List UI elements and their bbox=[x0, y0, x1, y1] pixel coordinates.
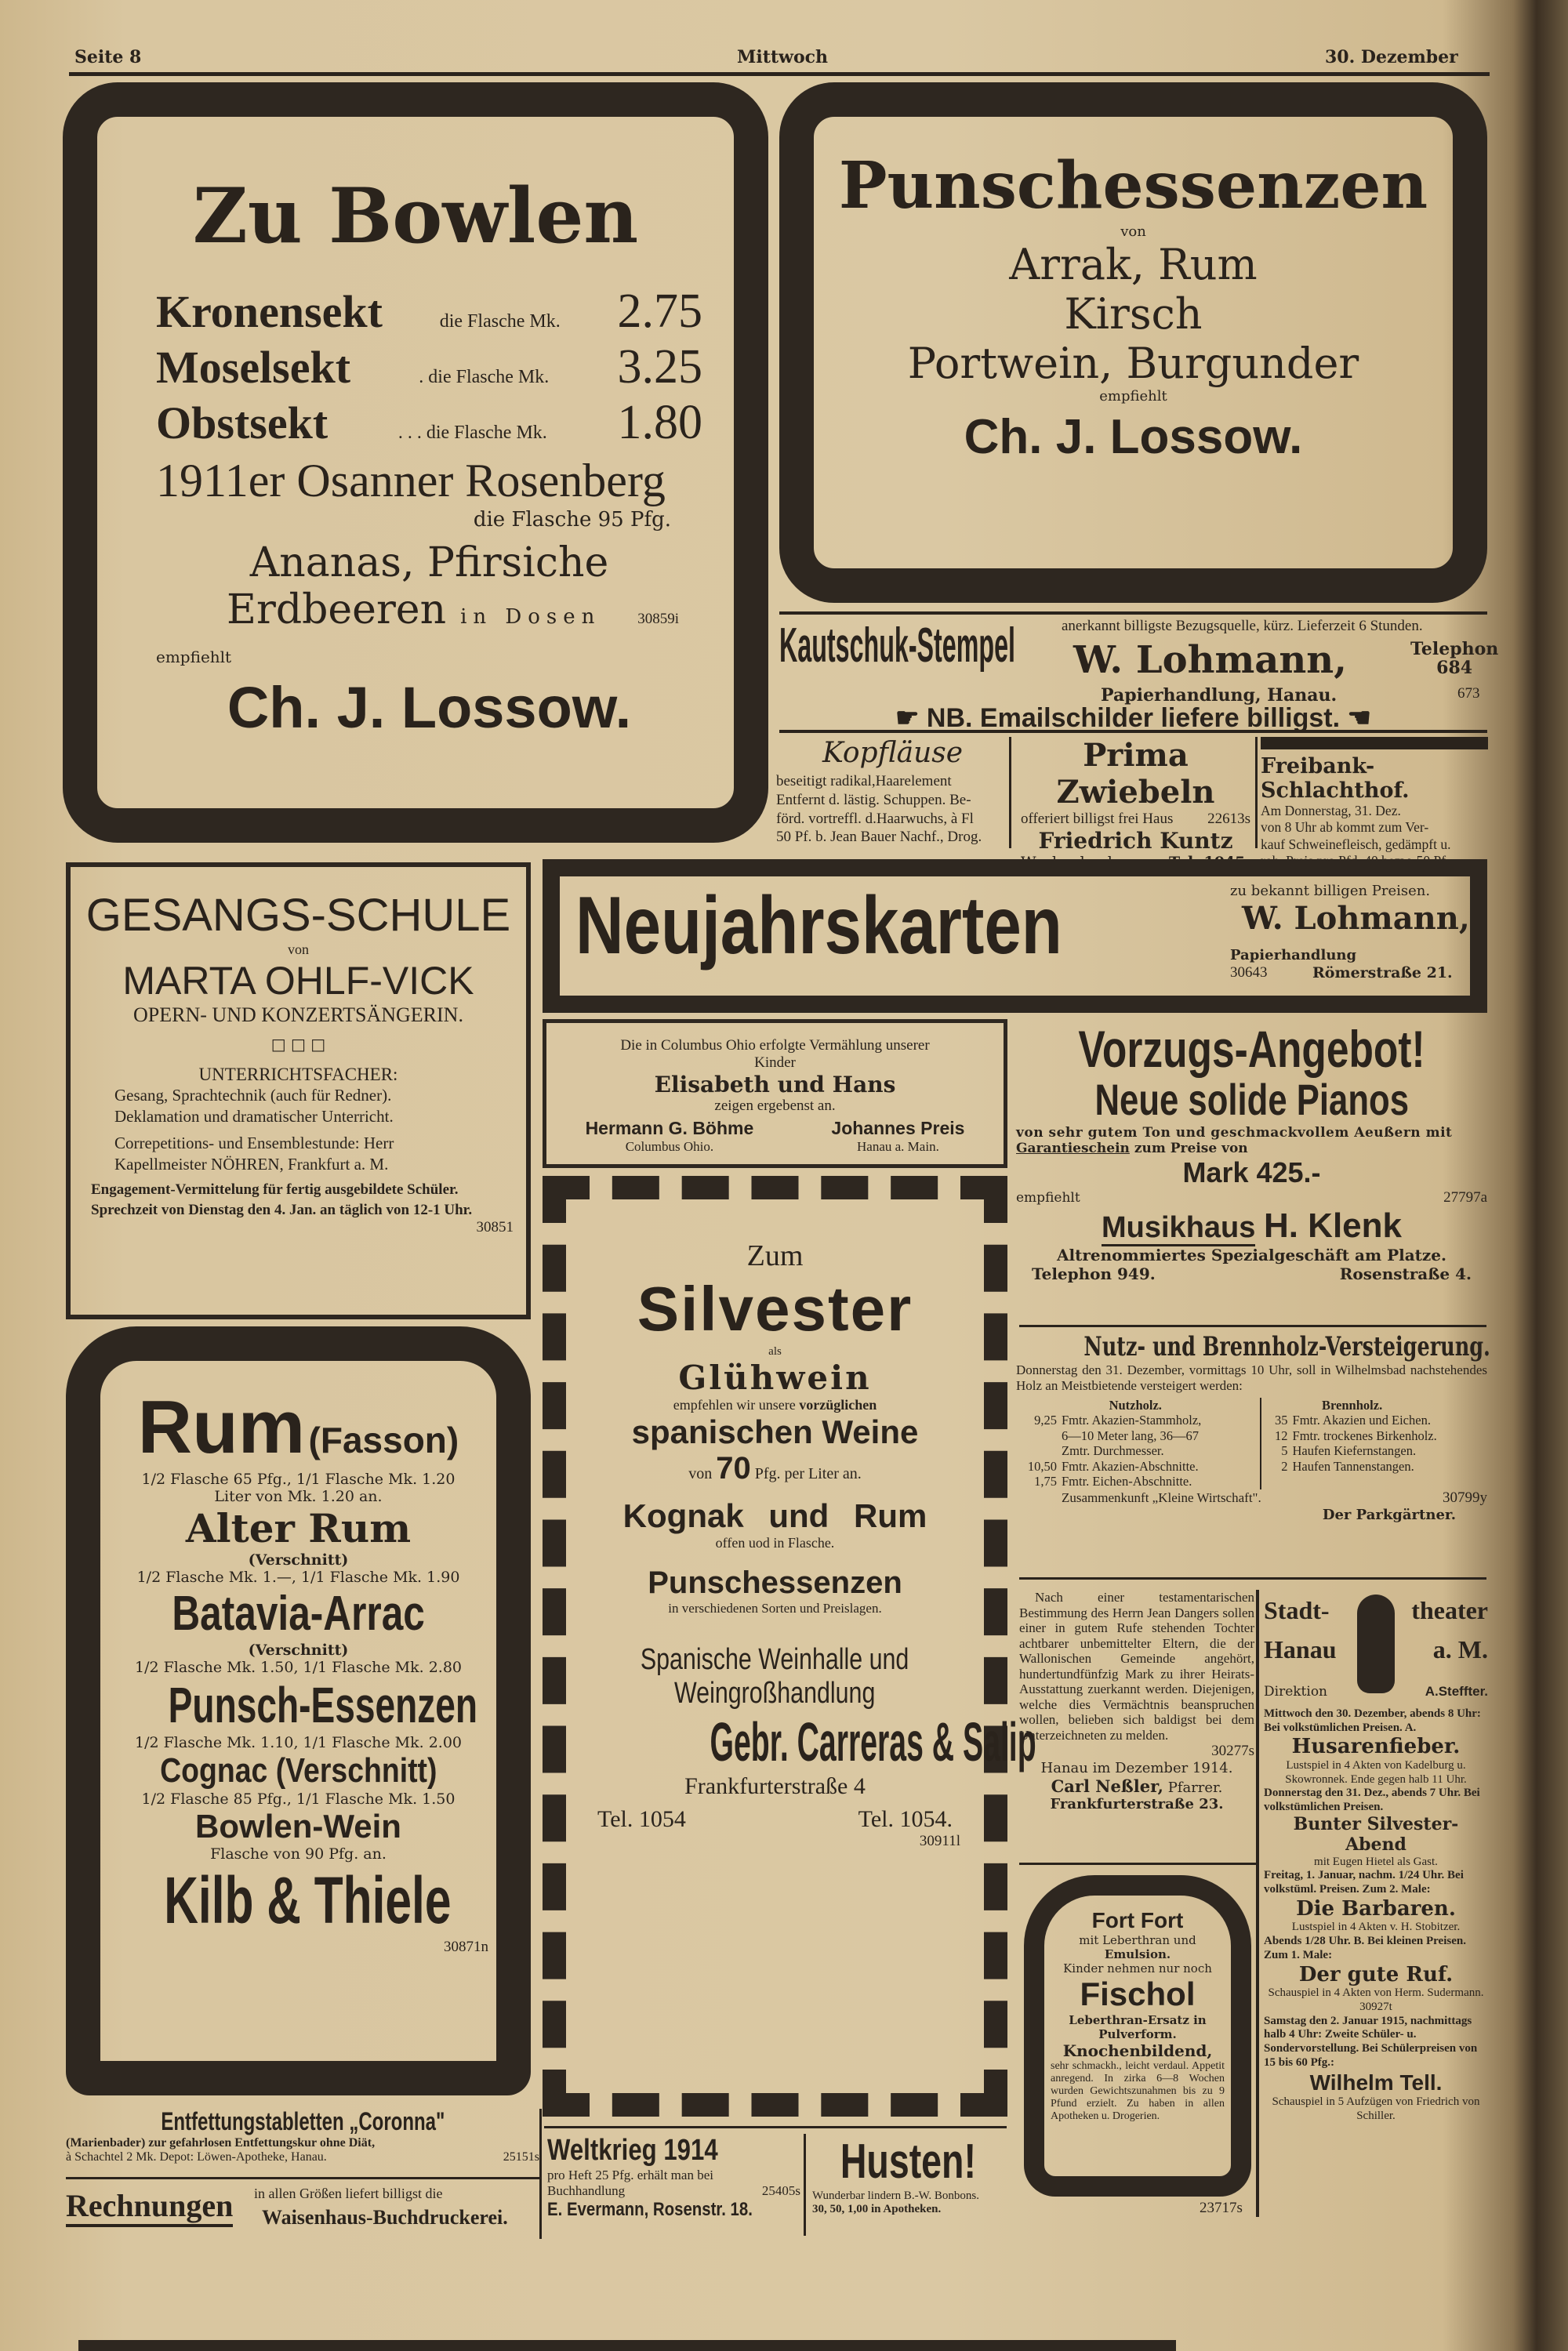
column-divider bbox=[1256, 1590, 1259, 2217]
office-hours: Sprechzeit von Dienstag den 4. Jan. an täglich von 12-1 Uhr. bbox=[91, 1202, 473, 1219]
subjects-title: UNTERRICHTSFACHER: bbox=[198, 1065, 398, 1084]
verschnitt: (Verschnitt) bbox=[248, 1551, 349, 1569]
show-info: Freitag, 1. Januar, nachm. 1/24 Uhr. Bei volkstüml. Preisen. Zum 2. Male: bbox=[1264, 1869, 1464, 1896]
line: zeigen ergebenst an. bbox=[714, 1097, 836, 1114]
ad-code: 673 bbox=[1457, 685, 1480, 702]
ad-code: 30799y bbox=[1443, 1489, 1487, 1506]
ad-freibank bbox=[1261, 737, 1488, 869]
product-bowlen-wein: Bowlen-Wein bbox=[195, 1808, 401, 1845]
item-name: Obstsekt bbox=[156, 397, 328, 448]
qty: 10,50 bbox=[1027, 1458, 1057, 1474]
qty: 1,75 bbox=[1034, 1474, 1057, 1489]
ad-neujahrskarten bbox=[543, 859, 1487, 1013]
date: 30. Dezember bbox=[1325, 47, 1458, 67]
item-unit: . die Flasche Mk. bbox=[419, 367, 550, 387]
address: Frankfurterstraße 4 bbox=[684, 1773, 866, 1799]
line: roh. Preis pro Pfd. 40 bezw. 50 Pf. bbox=[1261, 853, 1450, 869]
qty: 5 bbox=[1281, 1443, 1288, 1459]
offen: offen uod in Flasche. bbox=[715, 1535, 835, 1551]
line: 50 Pf. b. Jean Bauer Nachf., Drog. bbox=[776, 829, 982, 846]
ornament-squares-icon: □ □ □ bbox=[270, 1035, 326, 1054]
ad-title: Entfettungstabletten „Coronna" bbox=[160, 2107, 445, 2135]
ad-pianos bbox=[1016, 1019, 1487, 1321]
line: Emulsion. bbox=[1104, 1947, 1171, 1961]
line: Pulverform. bbox=[1098, 2027, 1177, 2041]
item: Haufen Kiefernstangen. bbox=[1292, 1443, 1417, 1459]
ad-weltkrieg bbox=[544, 2134, 806, 2236]
product-batavia-arrac: Batavia-Arrac bbox=[172, 1587, 425, 1641]
meeting-place: Zusammenkunft „Kleine Wirtschaft". bbox=[1062, 1489, 1261, 1505]
telephon-number: 684 bbox=[1436, 658, 1473, 679]
line: Buchhandlung bbox=[547, 2183, 626, 2198]
als: als bbox=[768, 1345, 782, 1358]
ad-code: 30277s bbox=[1211, 1743, 1254, 1760]
item: Fmtr. trockenes Birkenholz. bbox=[1292, 1428, 1437, 1443]
price-line: Liter von Mk. 1.20 an. bbox=[214, 1488, 383, 1505]
ad-title: Silvester bbox=[637, 1274, 913, 1344]
fruits-2: Erdbeeren bbox=[227, 586, 447, 633]
notice-testament bbox=[1019, 1590, 1254, 1856]
ad-code: 30643 bbox=[1230, 964, 1268, 981]
firm-name: Kilb & Thiele bbox=[164, 1863, 452, 1937]
tagline: zu bekannt billigen Preisen. bbox=[1230, 883, 1431, 899]
line: Die in Columbus Ohio erfolgte Vermählung unserer bbox=[620, 1037, 930, 1054]
director-name: A.Steffter. bbox=[1425, 1684, 1488, 1699]
line: Am Donnerstag, 31. Dez. bbox=[1261, 803, 1401, 818]
item: Fmtr. Eichen-Abschnitte. bbox=[1062, 1474, 1192, 1489]
firm-name: E. Evermann, Rosenstr. 18. bbox=[547, 2199, 753, 2220]
qty bbox=[1016, 1428, 1057, 1443]
play-desc: mit Eugen Hietel als Gast. bbox=[1314, 1855, 1438, 1868]
theater-mask-icon bbox=[1357, 1595, 1395, 1693]
firm-name: W. Lohmann, bbox=[1242, 900, 1470, 937]
body-text: sehr schmackh., leicht verdaul. Appetit anregend. In zirka 6—8 Wochen wurden Gewichtszunahmen bis zu 9 Pfund erzielt. Zu haben in allen Apotheken u. Drogerien. bbox=[1051, 2060, 1225, 2123]
item-name: Kronensekt bbox=[156, 286, 383, 337]
theater-title-3: Hanau bbox=[1264, 1635, 1337, 1663]
fruits-1: Ananas, Pfirsiche bbox=[249, 539, 609, 586]
teacher-name: MARTA OHLF-VICK bbox=[122, 959, 474, 1003]
weekday: Mittwoch bbox=[737, 47, 829, 67]
line-2: Kirsch bbox=[1064, 289, 1203, 339]
qty: 2 bbox=[1281, 1458, 1288, 1474]
tagline: anerkannt billigste Bezugsquelle, kürz. Lieferzeit 6 Stunden. bbox=[1062, 618, 1423, 634]
show-info: Mittwoch den 30. Dezember, abends 8 Uhr: Bei volkstümlichen Preisen. A. bbox=[1264, 1707, 1481, 1734]
line: Knochenbildend, bbox=[1062, 2041, 1213, 2060]
verschnitt: (Verschnitt) bbox=[248, 1642, 349, 1659]
firm-name: W. Lohmann, bbox=[1073, 638, 1347, 682]
header-rule bbox=[69, 72, 1490, 76]
theater-title-4: a. M. bbox=[1432, 1635, 1488, 1663]
ad-stadttheater bbox=[1264, 1590, 1488, 2217]
price-line: Flasche von 90 Pfg. an. bbox=[210, 1845, 387, 1863]
line: offeriert billigst frei Haus bbox=[1021, 811, 1174, 827]
theater-title-1: Stadt- bbox=[1264, 1596, 1330, 1624]
play-desc: Lustspiel in 4 Akten von Kadelburg u. Skowronnek. Ende gegen halb 11 Uhr. bbox=[1285, 1759, 1467, 1786]
place-date: Hanau im Dezember 1914. bbox=[1040, 1760, 1233, 1777]
line-1: Arrak, Rum bbox=[1009, 240, 1258, 289]
ad-subtitle: Neue solide Pianos bbox=[1094, 1075, 1409, 1124]
ad-silvester bbox=[543, 1176, 1036, 2117]
direction-label: Direktion bbox=[1264, 1684, 1328, 1700]
ad-bowlen bbox=[63, 82, 768, 843]
product-punsch-essenzen: Punsch-Essenzen bbox=[168, 1677, 478, 1733]
fruits-suffix: in Dosen bbox=[460, 605, 601, 629]
price-line: 1/2 Flasche Mk. 1.50, 1/1 Flasche Mk. 2.80 bbox=[134, 1659, 463, 1676]
firm-name-1: Musikhaus bbox=[1102, 1211, 1255, 1246]
show-info: Samstag den 2. Januar 1915, nachmittags halb 4 Uhr: Zweite Schüler- u. Sondervorstellung. Bei Schülerpreisen von 15 bis 60 Pfg.: bbox=[1264, 2014, 1478, 2069]
empfiehlt: empfiehlt bbox=[1099, 388, 1167, 405]
play-desc: Lustspiel in 4 Akten v. H. Stobitzer. bbox=[1291, 1921, 1461, 1934]
item: Fmtr. Akazien und Eichen. bbox=[1292, 1413, 1431, 1428]
ad-entfettung bbox=[66, 2107, 539, 2179]
description: Altrenommiertes Spezialgeschäft am Platze. bbox=[1057, 1246, 1446, 1264]
line: Gesang, Sprachtechnik (auch für Redner). bbox=[114, 1086, 392, 1105]
signer-address: Frankfurterstraße 23. bbox=[1050, 1796, 1224, 1813]
telephone: Tel. 1045. bbox=[1169, 854, 1250, 871]
qty: 9,25 bbox=[1034, 1413, 1057, 1428]
ad-title: Husten! bbox=[840, 2135, 976, 2189]
couple-names: Elisabeth und Hans bbox=[654, 1072, 896, 1097]
firm-name-2: H. Klenk bbox=[1263, 1206, 1402, 1245]
parent-place: Columbus Ohio. bbox=[625, 1139, 714, 1154]
line: Kapellmeister NÖHREN, Frankfurt a. M. bbox=[114, 1154, 389, 1174]
garantie: Garantieschein bbox=[1016, 1141, 1130, 1156]
place: Wachenbuchen bbox=[1021, 854, 1136, 871]
price-row bbox=[156, 284, 702, 339]
engagement-line: Engagement-Vermittelung für fertig ausgebildete Schüler. bbox=[91, 1181, 459, 1199]
line: mit Leberthran und bbox=[1079, 1933, 1196, 1947]
firm-line-1: Spanische Weinhalle und bbox=[641, 1643, 909, 1676]
ad-fischol bbox=[1024, 1875, 1251, 2197]
item: Haufen Tannenstangen. bbox=[1292, 1458, 1414, 1474]
telephone-2: Tel. 1054. bbox=[858, 1806, 953, 1832]
item: 6—10 Meter lang, 36—67 bbox=[1062, 1428, 1200, 1443]
play-desc: Schauspiel in 5 Aufzügen von Friedrich von Schiller. bbox=[1272, 2095, 1480, 2123]
line: Kinder nehmen nur noch bbox=[1063, 1961, 1212, 1975]
sorten: in verschiedenen Sorten und Preislagen. bbox=[668, 1601, 882, 1616]
item-name: Moselsekt bbox=[156, 342, 351, 393]
text-line: von sehr gutem Ton und geschmackvollem Aeußern mit bbox=[1016, 1125, 1453, 1141]
show-info: Donnerstag den 31. Dez., abends 7 Uhr. Bei volkstümlichen Preisen. bbox=[1264, 1787, 1480, 1814]
price-line: 1/2 Flasche 85 Pfg., 1/1 Flasche Mk. 1.50 bbox=[141, 1790, 456, 1808]
zum: Zum bbox=[746, 1239, 804, 1272]
ad-rechnungen bbox=[66, 2182, 539, 2239]
ad-kautschuk-stempel bbox=[779, 611, 1499, 733]
line: Entfernt d. lästig. Schuppen. Be- bbox=[776, 791, 971, 808]
ad-title: Kopfläuse bbox=[822, 737, 964, 769]
rosenberg-price: die Flasche 95 Pfg. bbox=[473, 508, 671, 532]
pointing-hand-icon: ☛ bbox=[895, 703, 927, 733]
play-title: Die Barbaren. bbox=[1296, 1896, 1456, 1921]
product-name: Fischol bbox=[1080, 1975, 1196, 2012]
page-number: Seite 8 bbox=[74, 47, 142, 67]
ad-title: Zu Bowlen bbox=[192, 172, 639, 260]
divider bbox=[1019, 1863, 1256, 1865]
price: Mark 425.- bbox=[1182, 1156, 1321, 1188]
play-title: Wilhelm Tell. bbox=[1309, 2070, 1443, 2095]
ad-title: Freibank-Schlachthof. bbox=[1261, 754, 1410, 803]
ad-gesangs-schule bbox=[66, 862, 531, 1319]
item-unit: . . . die Flasche Mk. bbox=[397, 423, 547, 443]
ad-code: 22613s bbox=[1207, 811, 1250, 827]
line: Leberthran-Ersatz in bbox=[1069, 2013, 1207, 2027]
price-row bbox=[156, 395, 702, 451]
merchant-name: Friedrich Kuntz bbox=[1038, 828, 1233, 854]
line: Wunderbar lindern B.-W. Bonbons. bbox=[812, 2190, 979, 2202]
parent-name: Johannes Preis bbox=[831, 1118, 965, 1138]
ad-code: 30911l bbox=[919, 1833, 960, 1849]
fort-fort: Fort Fort bbox=[1091, 1908, 1184, 1932]
empfiehlt: empfiehlt bbox=[1016, 1190, 1080, 1206]
ad-title: Nutz- und Brennholz-Versteigerung. bbox=[1083, 1331, 1490, 1362]
item-unit: die Flasche Mk. bbox=[439, 311, 561, 332]
ad-code: 25405s bbox=[761, 2183, 800, 2198]
ad-code: 27797a bbox=[1443, 1189, 1487, 1206]
punschessenzen: Punschessenzen bbox=[648, 1566, 902, 1600]
ad-title: Kautschuk-Stempel bbox=[779, 619, 1015, 673]
price-line: 1/2 Flasche Mk. 1.10, 1/1 Flasche Mk. 2.00 bbox=[134, 1734, 463, 1751]
ad-title: Vorzugs-Angebot! bbox=[1078, 1020, 1425, 1078]
parent-name: Hermann G. Böhme bbox=[585, 1118, 754, 1138]
ad-vermaehlung bbox=[543, 1019, 1007, 1168]
firm-sub: Papierhandlung, Hanau. bbox=[1101, 685, 1338, 706]
line: (Marienbader) zur gefahrlosen Entfettungskur ohne Diät, bbox=[66, 2136, 376, 2150]
ad-title: Prima Zwiebeln bbox=[1056, 737, 1215, 811]
empfiehlt: empfiehlt bbox=[156, 648, 232, 666]
signature: Der Parkgärtner. bbox=[1322, 1506, 1456, 1523]
parent-place: Hanau a. Main. bbox=[857, 1139, 939, 1154]
rosenberg: 1911er Osanner Rosenberg bbox=[156, 455, 666, 506]
item-price: 1.80 bbox=[617, 396, 702, 449]
ad-title: Neujahrskarten bbox=[575, 880, 1062, 971]
text-line: zum Preise von bbox=[1134, 1141, 1248, 1156]
firm-name: Ch. J. Lossow. bbox=[964, 410, 1303, 464]
ad-code: 23717s bbox=[1200, 2200, 1243, 2216]
column-title: Brennholz. bbox=[1322, 1397, 1383, 1413]
qty: 35 bbox=[1275, 1413, 1288, 1428]
line: Deklamation und dramatischer Unterricht. bbox=[114, 1107, 394, 1127]
von-label: von bbox=[1120, 223, 1146, 240]
ad-punschessenzen bbox=[779, 82, 1487, 603]
ad-code: 30871n bbox=[444, 1939, 488, 1955]
gluehwein: Glühwein bbox=[678, 1359, 872, 1397]
firm-sub: Papierhandlung bbox=[1230, 947, 1357, 963]
line: beseitigt radikal,Haarelement bbox=[776, 773, 952, 789]
ad-title: Rum bbox=[137, 1385, 306, 1469]
divider bbox=[544, 2126, 1007, 2128]
firm-name: Ch. J. Lossow. bbox=[227, 675, 632, 740]
qty: 12 bbox=[1275, 1428, 1288, 1443]
address: Römerstraße 21. bbox=[1312, 964, 1453, 981]
divider bbox=[1019, 1325, 1486, 1327]
line: Correpetitions- und Ensemblestunde: Herr bbox=[114, 1133, 394, 1152]
ad-title: Rechnungen bbox=[66, 2187, 233, 2227]
notice-text: Nach einer testamentarischen Bestimmung des Herrn Jean Dangers sollen einer in gutem Rufe stehenden Tochter achtbarer unbemittelter Eltern, die der Wallonischen Gemeinde angehört, hundertundfünfzig Mark zu ihrer Heirats-Ausstattung zuerkannt werden. Diejenigen, welche dies Vermächtnis beanspruchen wollen, belieben sich baldigst bei dem Unterzeichneten zu melden. bbox=[1019, 1590, 1254, 1743]
line: à Schachtel 2 Mk. Depot: Löwen-Apotheke, Hanau. bbox=[66, 2150, 327, 2164]
vorz: vorzüglichen bbox=[799, 1397, 877, 1413]
firm-name: Gebr. Carreras & Salip bbox=[710, 1711, 1036, 1772]
weine: spanischen Weine bbox=[631, 1413, 919, 1450]
ad-kopflaeuse bbox=[776, 737, 1011, 848]
play-title: Der gute Ruf. bbox=[1298, 1962, 1454, 1986]
nb-text: NB. Emailschilder liefere billigst. bbox=[926, 703, 1341, 733]
qty bbox=[1016, 1443, 1057, 1458]
printer-name: Waisenhaus-Buchdruckerei. bbox=[262, 2206, 508, 2229]
ad-title: GESANGS-SCHULE bbox=[85, 890, 511, 941]
play-desc: Schauspiel in 4 Akten von Herm. Sudermann. 30927t bbox=[1268, 1986, 1484, 2013]
product-cognac: Cognac (Verschnitt) bbox=[159, 1751, 437, 1790]
ad-holz-versteigerung bbox=[1016, 1331, 1490, 1574]
line: pro Heft 25 Pfg. erhält man bei bbox=[547, 2168, 713, 2182]
ad-title: Punschessenzen bbox=[838, 148, 1428, 223]
line: 30, 50, 1,00 in Apotheken. bbox=[812, 2203, 942, 2215]
line-3: Portwein, Burgunder bbox=[907, 339, 1359, 388]
line: von 8 Uhr ab kommt zum Ver- bbox=[1261, 819, 1429, 836]
price-row bbox=[156, 339, 702, 395]
item: Fmtr. Akazien-Abschnitte. bbox=[1062, 1458, 1199, 1474]
product-alter-rum: Alter Rum bbox=[185, 1505, 412, 1551]
line: förd. vortreffl. d.Haarwuchs, à Fl bbox=[776, 810, 974, 827]
play-title: Bunter Silvester-Abend bbox=[1293, 1813, 1459, 1855]
firm-line-2: Weingroßhandlung bbox=[674, 1677, 876, 1710]
address: Rosenstraße 4. bbox=[1339, 1264, 1472, 1283]
show-info: Abends 1/28 Uhr. B. Bei kleinen Preisen. Zum 1. Male: bbox=[1264, 1935, 1466, 1961]
price-line: 1/2 Flasche 65 Pfg., 1/1 Flasche Mk. 1.20 bbox=[141, 1471, 456, 1488]
page-bottom-edge bbox=[78, 2340, 1176, 2351]
item-price: 2.75 bbox=[617, 285, 702, 338]
teacher-role: OPERN- UND KONZERTSÄNGERIN. bbox=[133, 1003, 463, 1026]
play-title: Husarenfieber. bbox=[1291, 1735, 1461, 1759]
signer-name: Carl Neßler, bbox=[1051, 1776, 1163, 1797]
line: Kinder bbox=[754, 1054, 796, 1071]
ad-code: 30851 bbox=[476, 1219, 514, 1236]
kognak: Kognak und Rum bbox=[622, 1497, 927, 1534]
ad-code: 30859i bbox=[637, 611, 679, 627]
column-divider bbox=[539, 2109, 542, 2239]
telephone-1: Tel. 1054 bbox=[597, 1806, 686, 1832]
theater-title-2: theater bbox=[1411, 1596, 1488, 1624]
item: Zmtr. Durchmesser. bbox=[1062, 1443, 1164, 1459]
divider bbox=[1019, 1577, 1486, 1580]
telephone: Telephon 949. bbox=[1032, 1264, 1156, 1283]
ad-rum-kilb-thiele bbox=[66, 1326, 531, 2095]
ad-husten bbox=[809, 2134, 1007, 2236]
pointing-hand-icon: ☚ bbox=[1340, 703, 1372, 733]
price-line: 1/2 Flasche Mk. 1.—, 1/1 Flasche Mk. 1.90 bbox=[136, 1569, 460, 1586]
line: in allen Größen liefert billigst die bbox=[254, 2186, 443, 2201]
ad-code: 25151s bbox=[503, 2150, 539, 2164]
line: kauf Schweinefleisch, gedämpft u. bbox=[1261, 836, 1451, 852]
intro: Donnerstag den 31. Dezember, vormittags 10 Uhr, soll in Wilhelmsbad nachstehendes Holz an Meistbietende versteigert werden: bbox=[1016, 1362, 1487, 1394]
signer-title: Pfarrer. bbox=[1167, 1780, 1223, 1797]
ad-title-suffix: (Fasson) bbox=[308, 1420, 459, 1460]
ad-title: Weltkrieg 1914 bbox=[547, 2134, 718, 2167]
telephon-label: Telephon bbox=[1410, 639, 1499, 659]
wine-price: 70 bbox=[716, 1451, 751, 1486]
ad-zwiebeln bbox=[1016, 737, 1258, 871]
item-price: 3.25 bbox=[617, 340, 702, 394]
von-label: von bbox=[288, 941, 309, 957]
von: von bbox=[688, 1465, 713, 1482]
price-unit: Pfg. per Liter an. bbox=[754, 1465, 862, 1482]
column-title: Nutzholz. bbox=[1109, 1397, 1162, 1413]
item: Fmtr. Akazien-Stammholz, bbox=[1062, 1413, 1202, 1428]
empf: empfehlen wir unsere bbox=[673, 1397, 796, 1413]
